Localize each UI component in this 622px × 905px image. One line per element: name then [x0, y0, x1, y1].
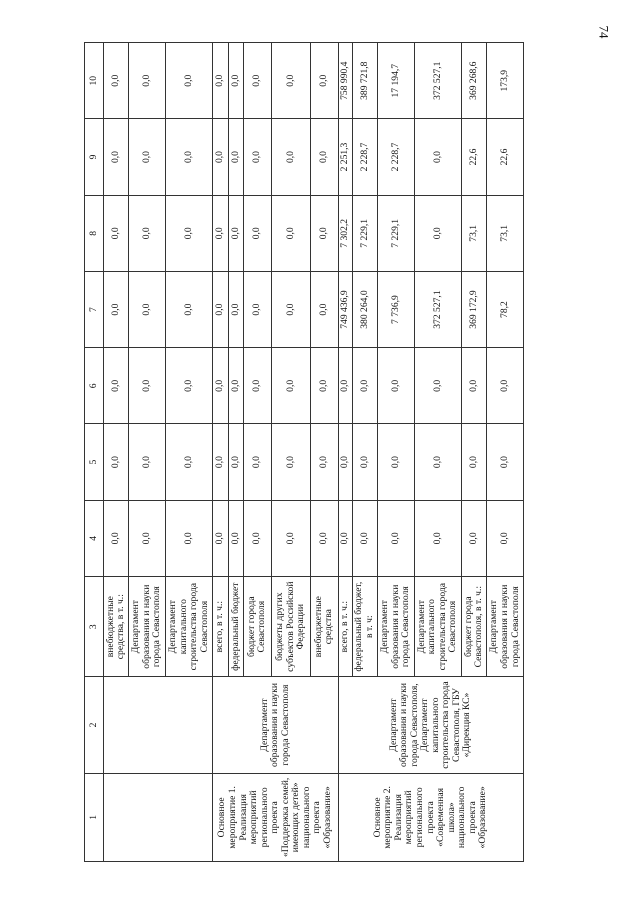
- value-cell: 0,0: [165, 424, 213, 500]
- header-cell: 6: [85, 348, 104, 424]
- source-cell: всего, в т. ч.:: [338, 576, 352, 676]
- value-cell: 0,0: [213, 271, 228, 347]
- value-cell: 0,0: [129, 500, 165, 576]
- value-cell: 0,0: [213, 195, 228, 271]
- header-cell: 1: [85, 773, 104, 861]
- value-cell: 0,0: [129, 43, 165, 119]
- header-cell: 10: [85, 43, 104, 119]
- value-cell: 0,0: [338, 500, 352, 576]
- value-cell: 749 436,9: [338, 271, 352, 347]
- value-cell: 0,0: [104, 500, 129, 576]
- value-cell: 7 302,2: [338, 195, 352, 271]
- value-cell: 0,0: [414, 119, 462, 195]
- value-cell: 0,0: [378, 424, 414, 500]
- value-cell: 0,0: [462, 424, 487, 500]
- header-cell: 2: [85, 677, 104, 773]
- value-cell: 0,0: [414, 348, 462, 424]
- value-cell: 372 527,1: [414, 43, 462, 119]
- value-cell: 0,0: [228, 424, 243, 500]
- value-cell: 0,0: [352, 348, 377, 424]
- value-cell: 0,0: [165, 195, 213, 271]
- value-cell: 0,0: [213, 43, 228, 119]
- header-cell: 8: [85, 195, 104, 271]
- value-cell: 369 172,9: [462, 271, 487, 347]
- source-cell: Департамент образования и науки города Севастополя: [129, 576, 165, 676]
- value-cell: 0,0: [129, 424, 165, 500]
- value-cell: 17 194,7: [378, 43, 414, 119]
- table-row: [338, 43, 352, 862]
- header-row: [85, 43, 104, 862]
- value-cell: 0,0: [338, 424, 352, 500]
- source-cell: Департамент образования и науки города Севастополя: [378, 576, 414, 676]
- value-cell: 0,0: [414, 424, 462, 500]
- value-cell: 0,0: [165, 43, 213, 119]
- value-cell: 0,0: [129, 195, 165, 271]
- value-cell: 0,0: [244, 348, 271, 424]
- source-cell: Департамент капитального строительства города Севастополя: [165, 576, 213, 676]
- rotated-page: [84, 42, 524, 862]
- source-cell: бюджет города Севастополя, в т. ч.:: [462, 576, 487, 676]
- value-cell: 0,0: [244, 195, 271, 271]
- value-cell: 0,0: [311, 348, 338, 424]
- value-cell: 380 264,0: [352, 271, 377, 347]
- value-cell: 2 228,7: [378, 119, 414, 195]
- source-cell: бюджет города Севастополя: [244, 576, 271, 676]
- value-cell: 0,0: [352, 424, 377, 500]
- value-cell: 0,0: [104, 195, 129, 271]
- value-cell: 0,0: [104, 271, 129, 347]
- value-cell: 0,0: [228, 119, 243, 195]
- value-cell: 7 736,9: [378, 271, 414, 347]
- source-cell: федеральный бюджет, в т. ч:: [352, 576, 377, 676]
- value-cell: 0,0: [311, 424, 338, 500]
- budget-table: [84, 42, 524, 862]
- value-cell: 2 228,7: [352, 119, 377, 195]
- executor-cell: Департамент образования и науки города Севастополя: [213, 677, 338, 773]
- header-cell: 9: [85, 119, 104, 195]
- value-cell: 0,0: [228, 348, 243, 424]
- value-cell: 73,1: [462, 195, 487, 271]
- value-cell: 0,0: [165, 500, 213, 576]
- value-cell: 0,0: [311, 195, 338, 271]
- measure-name-cell: Основное мероприятие 2. Реализация мероприятий регионального проекта «Современная школа» национального проекта «Образование»: [338, 773, 523, 861]
- value-cell: 0,0: [213, 119, 228, 195]
- value-cell: 0,0: [244, 424, 271, 500]
- value-cell: 0,0: [414, 500, 462, 576]
- value-cell: 0,0: [487, 424, 524, 500]
- executor-cell: Департамент образования и науки города Севастополя, Департамент капитального строительства города Севастополя, ГБУ «Дирекция КС»: [338, 677, 523, 773]
- value-cell: 0,0: [487, 348, 524, 424]
- measure-name-cell: Основное мероприятие 1. Реализация мероприятий регионального проекта «Поддержка семей, имеющих детей» национального проекта «Образование»: [213, 773, 338, 861]
- value-cell: 7 229,1: [352, 195, 377, 271]
- value-cell: 0,0: [271, 43, 310, 119]
- value-cell: 0,0: [311, 43, 338, 119]
- value-cell: 0,0: [462, 348, 487, 424]
- value-cell: 0,0: [271, 195, 310, 271]
- value-cell: 758 990,4: [338, 43, 352, 119]
- value-cell: 0,0: [271, 119, 310, 195]
- value-cell: 0,0: [338, 348, 352, 424]
- value-cell: 389 721,8: [352, 43, 377, 119]
- value-cell: 0,0: [165, 348, 213, 424]
- value-cell: 0,0: [244, 500, 271, 576]
- source-cell: внебюджетные средства, в т. ч.:: [104, 576, 129, 676]
- value-cell: 0,0: [311, 500, 338, 576]
- value-cell: 0,0: [414, 195, 462, 271]
- source-cell: федеральный бюджет: [228, 576, 243, 676]
- header-cell: 5: [85, 424, 104, 500]
- value-cell: 0,0: [311, 119, 338, 195]
- value-cell: 0,0: [213, 348, 228, 424]
- value-cell: 0,0: [104, 43, 129, 119]
- value-cell: 2 251,3: [338, 119, 352, 195]
- value-cell: 0,0: [129, 119, 165, 195]
- value-cell: 0,0: [213, 500, 228, 576]
- value-cell: 369 268,6: [462, 43, 487, 119]
- value-cell: 0,0: [129, 271, 165, 347]
- value-cell: 0,0: [228, 195, 243, 271]
- value-cell: 173,9: [487, 43, 524, 119]
- value-cell: 0,0: [104, 348, 129, 424]
- source-cell: всего, в т. ч.:: [213, 576, 228, 676]
- value-cell: 78,2: [487, 271, 524, 347]
- source-cell: Департамент капитального строительства города Севастополя: [414, 576, 462, 676]
- value-cell: 0,0: [487, 500, 524, 576]
- value-cell: 0,0: [129, 348, 165, 424]
- value-cell: 372 527,1: [414, 271, 462, 347]
- value-cell: 0,0: [104, 119, 129, 195]
- value-cell: 0,0: [271, 500, 310, 576]
- header-cell: 7: [85, 271, 104, 347]
- value-cell: 0,0: [244, 43, 271, 119]
- table-row: [213, 43, 228, 862]
- value-cell: 7 229,1: [378, 195, 414, 271]
- value-cell: 0,0: [104, 424, 129, 500]
- table-row: [104, 43, 129, 862]
- source-cell: внебюджетные средства: [311, 576, 338, 676]
- header-cell: 4: [85, 500, 104, 576]
- source-cell: Департамент образования и науки города Севастополя: [487, 576, 524, 676]
- value-cell: 0,0: [271, 271, 310, 347]
- value-cell: 0,0: [271, 424, 310, 500]
- value-cell: 0,0: [378, 348, 414, 424]
- value-cell: 0,0: [244, 119, 271, 195]
- value-cell: 73,1: [487, 195, 524, 271]
- value-cell: 0,0: [352, 500, 377, 576]
- value-cell: 0,0: [165, 119, 213, 195]
- value-cell: 0,0: [213, 424, 228, 500]
- value-cell: 0,0: [228, 43, 243, 119]
- empty-cell: [104, 773, 213, 861]
- value-cell: 0,0: [244, 271, 271, 347]
- header-cell: 3: [85, 576, 104, 676]
- value-cell: 0,0: [378, 500, 414, 576]
- value-cell: 0,0: [311, 271, 338, 347]
- value-cell: 0,0: [228, 500, 243, 576]
- value-cell: 22,6: [487, 119, 524, 195]
- value-cell: 0,0: [462, 500, 487, 576]
- value-cell: 0,0: [228, 271, 243, 347]
- source-cell: бюджеты других субъектов Российской Федерации: [271, 576, 310, 676]
- value-cell: 0,0: [271, 348, 310, 424]
- value-cell: 0,0: [165, 271, 213, 347]
- page-number: 74: [596, 25, 612, 39]
- table-area: [84, 42, 524, 862]
- value-cell: 22,6: [462, 119, 487, 195]
- empty-cell: [104, 677, 213, 773]
